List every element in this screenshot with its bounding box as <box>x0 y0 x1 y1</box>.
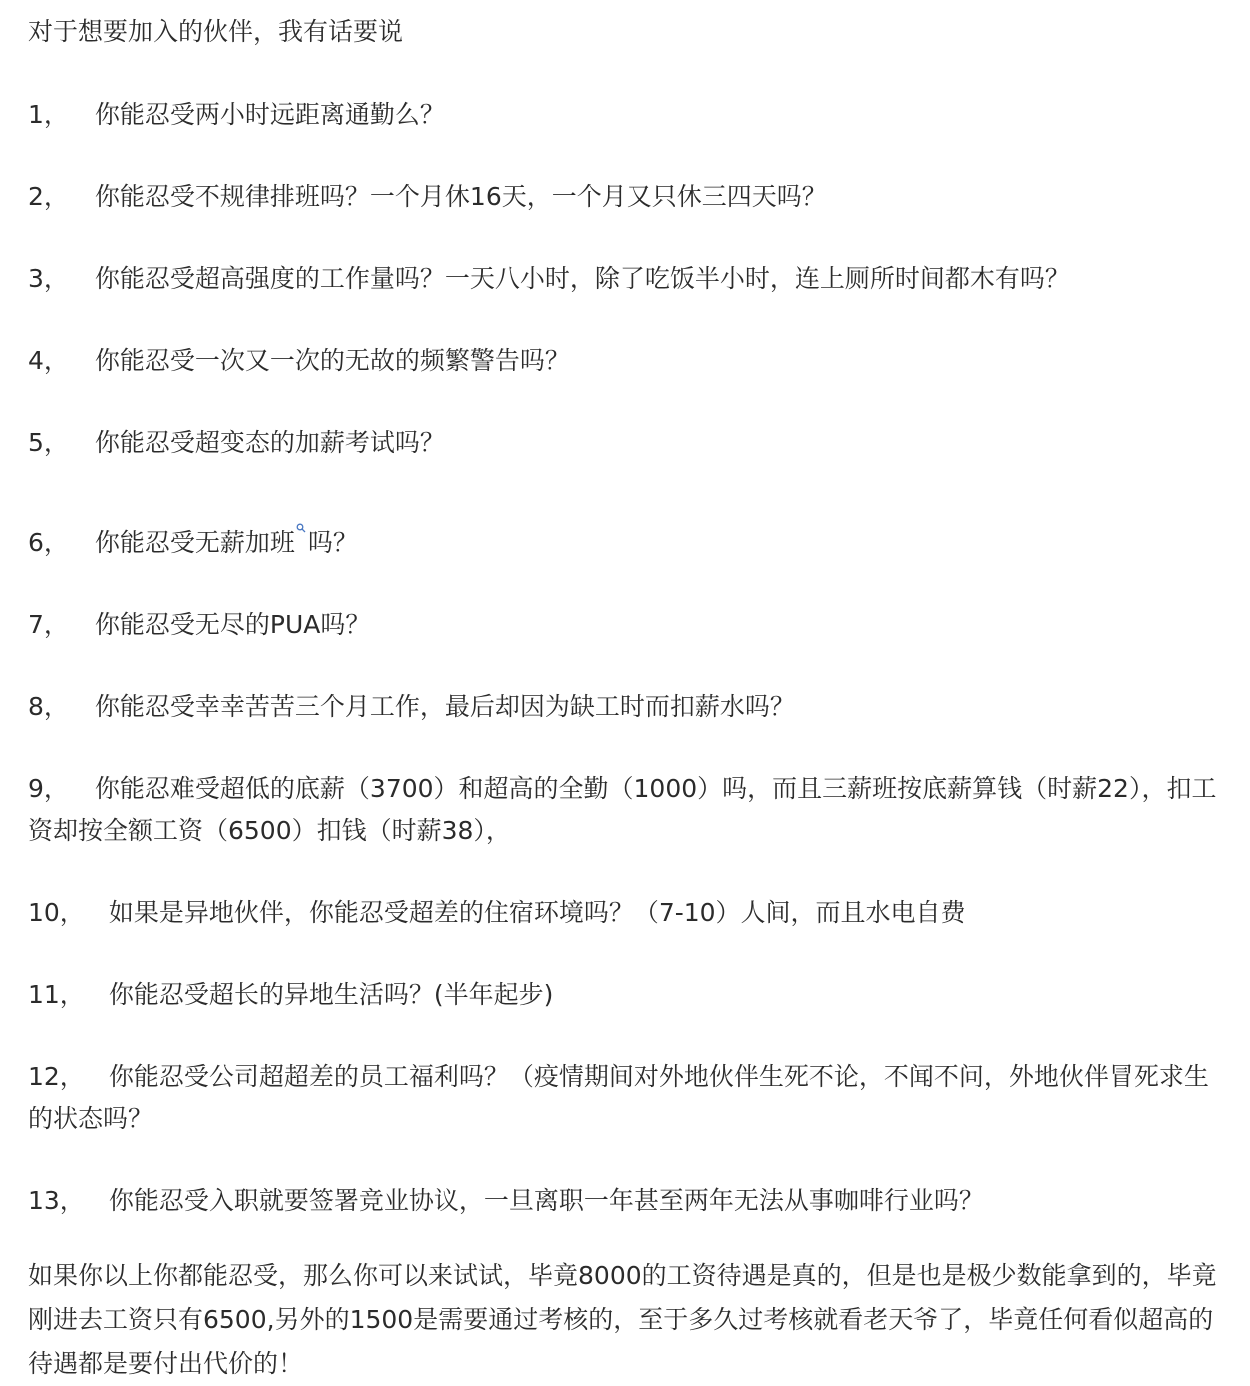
question-number: 1， <box>28 100 69 129</box>
question-text: 你能忍受不规律排班吗？一个月休16天，一个月又只休三四天吗？ <box>94 182 827 211</box>
question-number: 10， <box>28 898 85 927</box>
question-text: 你能忍受两小时远距离通勤么？ <box>94 100 445 129</box>
question-text: 你能忍受入职就要签署竞业协议，一旦离职一年甚至两年无法从事咖啡行业吗？ <box>108 1186 984 1215</box>
question-text-part: 你能忍受无薪加班 <box>94 528 295 557</box>
question-number: 7， <box>28 610 69 639</box>
question-item <box>28 504 1222 564</box>
question-number: 3， <box>28 264 69 293</box>
question-text: 你能忍受公司超超差的员工福利吗？（疫情期间对外地伙伴生死不论，不闻不问，外地伙伴冒死求生的状态吗？ <box>28 1062 1209 1133</box>
question-text: 你能忍受超长的异地生活吗？(半年起步) <box>108 980 554 1009</box>
intro-line: 对于想要加入的伙伴，我有话要说 <box>28 17 404 46</box>
question-item <box>28 892 1222 934</box>
question-number: 6， <box>28 528 69 557</box>
question-item <box>28 768 1222 852</box>
question-number: 5， <box>28 428 69 457</box>
question-text: 你能忍受幸幸苦苦三个月工作，最后却因为缺工时而扣薪水吗？ <box>94 692 795 721</box>
question-number: 2， <box>28 182 69 211</box>
question-item <box>28 604 1222 646</box>
question-item <box>28 974 1222 1016</box>
question-list <box>28 94 1222 1222</box>
question-text: 你能忍受无尽的PUA吗？ <box>94 610 371 639</box>
question-number: 9， <box>28 774 69 803</box>
question-item <box>28 176 1222 218</box>
question-item <box>28 1180 1222 1222</box>
question-text: 你能忍受超高强度的工作量吗？一天八小时，除了吃饭半小时，连上厕所时间都木有吗？ <box>94 264 1070 293</box>
question-text: 你能忍难受超低的底薪（3700）和超高的全勤（1000）吗，而且三薪班按底薪算钱（时薪22），扣工资却按全额工资（6500）扣钱（时薪38）， <box>28 774 1217 845</box>
question-item <box>28 1056 1222 1140</box>
question-number: 12， <box>28 1062 85 1091</box>
question-item <box>28 258 1222 300</box>
question-number: 11， <box>28 980 85 1009</box>
question-number: 4， <box>28 346 69 375</box>
question-text-part: 吗？ <box>307 528 358 557</box>
question-number: 13， <box>28 1186 85 1215</box>
question-number: 8， <box>28 692 69 721</box>
question-item <box>28 422 1222 464</box>
question-text: 你能忍受超变态的加薪考试吗？ <box>94 428 445 457</box>
search-icon[interactable] <box>296 504 306 514</box>
question-text: 如果是异地伙伴，你能忍受超差的住宿环境吗？（7-10）人间，而且水电自费 <box>108 898 966 927</box>
question-item <box>28 686 1222 728</box>
question-item <box>28 340 1222 382</box>
conclusion-paragraph: 如果你以上你都能忍受，那么你可以来试试，毕竟8000的工资待遇是真的，但是也是极少数能拿到的，毕竟刚进去工资只有6500,另外的1500是需要通过考核的，至于多久过考核就看老天爷了，毕竟任何看似超高的待遇都是要付出代价的！ <box>28 1261 1217 1378</box>
question-item <box>28 94 1222 136</box>
question-text: 你能忍受一次又一次的无故的频繁警告吗？ <box>94 346 570 375</box>
